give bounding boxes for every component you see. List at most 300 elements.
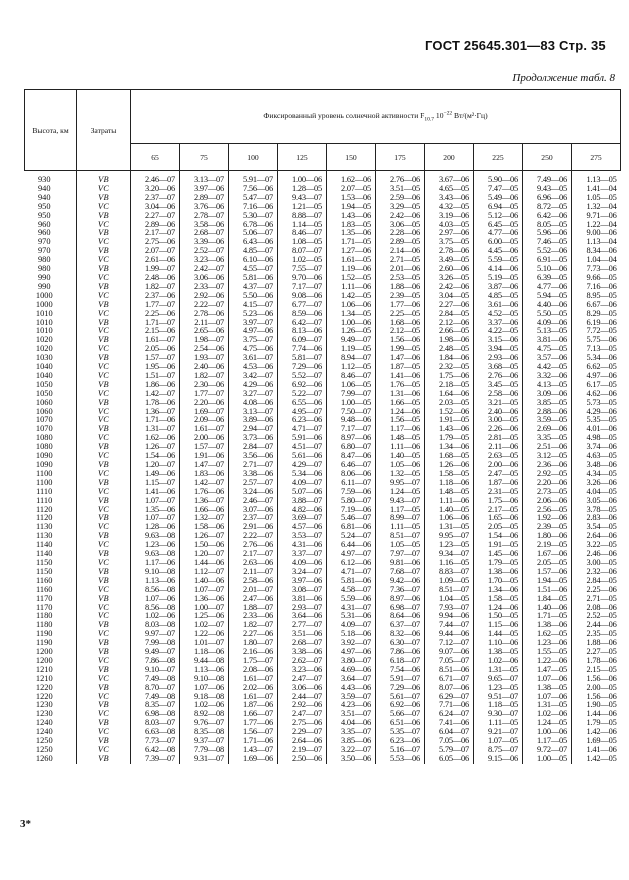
value-cell: 4.85—05	[474, 292, 523, 301]
value-cell: 1.49—06	[131, 470, 180, 479]
value-cell: 1.79—05	[572, 719, 621, 728]
value-cell: 1.17—05	[523, 737, 572, 746]
value-cell: 3.74—06	[572, 443, 621, 452]
value-cell: 1.56—05	[376, 416, 425, 425]
value-cell: 1.34—05	[327, 310, 376, 319]
value-cell: 3.49—05	[425, 256, 474, 265]
value-cell: 1.58—05	[425, 470, 474, 479]
value-cell: 3.61—07	[229, 354, 278, 363]
value-cell: 2.40—06	[180, 363, 229, 372]
value-cell: 4.97—07	[327, 550, 376, 559]
value-cell: 9.43—05	[523, 185, 572, 194]
value-cell: 7.05—06	[425, 737, 474, 746]
value-cell: 2.17—07	[229, 550, 278, 559]
value-cell: 2.76—06	[229, 541, 278, 550]
value-cell: 2.47—06	[229, 595, 278, 604]
value-cell: 3.67—06	[425, 171, 474, 185]
expense-cell: VC	[77, 693, 131, 702]
table-row	[25, 532, 621, 541]
table-row	[25, 746, 621, 755]
value-cell: 7.73—06	[572, 265, 621, 274]
value-cell: 4.34—05	[572, 470, 621, 479]
value-cell: 3.59—07	[327, 693, 376, 702]
table-row	[25, 443, 621, 452]
value-cell: 8.13—06	[278, 327, 327, 336]
value-cell: 9.49—07	[131, 648, 180, 657]
value-cell: 1.41—06	[572, 746, 621, 755]
expense-cell: VB	[77, 247, 131, 256]
level-header-cell: 100	[229, 144, 278, 171]
level-header-cell: 250	[523, 144, 572, 171]
value-cell: 1.23—05	[474, 684, 523, 693]
value-cell: 1.32—04	[572, 203, 621, 212]
column-header-altitude: Высота, км	[25, 90, 77, 171]
altitude-cell: 1120	[36, 514, 53, 523]
value-cell: 5.23—06	[229, 310, 278, 319]
value-cell: 1.57—07	[131, 354, 180, 363]
value-cell: 4.22—05	[474, 327, 523, 336]
value-cell: 1.42—07	[131, 390, 180, 399]
value-cell: 3.06—06	[180, 274, 229, 283]
value-cell: 2.22—07	[180, 301, 229, 310]
value-cell: 7.86—08	[131, 657, 180, 666]
expense-cell: VB	[77, 381, 131, 390]
value-cell: 7.13—05	[572, 345, 621, 354]
value-cell: 7.55—07	[278, 265, 327, 274]
value-cell: 4.09—07	[327, 621, 376, 630]
value-cell: 1.11—06	[425, 497, 474, 506]
value-cell: 1.56—06	[572, 675, 621, 684]
value-cell: 2.48—05	[425, 345, 474, 354]
value-cell: 2.32—06	[572, 568, 621, 577]
value-cell: 1.23—06	[523, 639, 572, 648]
expense-cell: VB	[77, 621, 131, 630]
value-cell: 9.31—07	[180, 755, 229, 764]
value-cell: 9.43—07	[376, 497, 425, 506]
value-cell: 9.72—07	[523, 746, 572, 755]
value-cell: 6.62—05	[572, 363, 621, 372]
table-row	[25, 719, 621, 728]
value-cell: 9.08—06	[278, 292, 327, 301]
value-cell: 1.12—05	[327, 363, 376, 372]
expense-cell: VB	[77, 684, 131, 693]
value-cell: 4.43—06	[327, 684, 376, 693]
value-cell: 1.61—07	[229, 693, 278, 702]
value-cell: 3.09—06	[523, 390, 572, 399]
expense-cell: VC	[77, 310, 131, 319]
value-cell: 3.07—06	[229, 506, 278, 515]
value-cell: 6.17—05	[572, 381, 621, 390]
expense-cell: VC	[77, 274, 131, 283]
expense-cell: VB	[77, 399, 131, 408]
value-cell: 1.71—05	[327, 238, 376, 247]
expense-cell: VB	[77, 719, 131, 728]
value-cell: 8.07—07	[278, 247, 327, 256]
value-cell: 1.43—07	[229, 746, 278, 755]
expense-cell: VB	[77, 577, 131, 586]
altitude-cell: 970	[37, 247, 51, 256]
expense-cell: VB	[77, 737, 131, 746]
value-cell: 4.14—06	[474, 265, 523, 274]
expense-cell: VB	[77, 194, 131, 203]
value-cell: 7.41—06	[425, 719, 474, 728]
expense-cell: VB	[77, 595, 131, 604]
altitude-cell: 960	[37, 229, 51, 238]
expense-cell: VB	[77, 301, 131, 310]
value-cell: 2.00—06	[474, 461, 523, 470]
value-cell: 2.57—07	[229, 479, 278, 488]
value-cell: 7.12—07	[425, 639, 474, 648]
value-cell: 1.14—05	[278, 221, 327, 230]
value-cell: 1.02—05	[278, 256, 327, 265]
value-cell: 1.25—06	[180, 612, 229, 621]
value-cell: 5.47—07	[229, 194, 278, 203]
value-cell: 6.94—05	[474, 203, 523, 212]
value-cell: 1.24—06	[376, 408, 425, 417]
value-cell: 4.31—06	[278, 541, 327, 550]
table-row	[25, 497, 621, 506]
value-cell: 9.44—08	[180, 657, 229, 666]
altitude-cell: 1220	[35, 692, 53, 701]
value-cell: 8.70—07	[131, 684, 180, 693]
table-row	[25, 550, 621, 559]
value-cell: 7.47—05	[474, 185, 523, 194]
value-cell: 1.04—04	[572, 256, 621, 265]
value-cell: 1.34—06	[474, 586, 523, 595]
value-cell: 1.18—06	[180, 648, 229, 657]
expense-cell: VC	[77, 363, 131, 372]
value-cell: 2.68—07	[278, 639, 327, 648]
value-cell: 4.13—05	[523, 381, 572, 390]
value-cell: 1.01—07	[180, 639, 229, 648]
value-cell: 1.26—07	[180, 532, 229, 541]
value-cell: 4.75—05	[523, 345, 572, 354]
value-cell: 1.18—05	[474, 701, 523, 710]
expense-cell: VC	[77, 416, 131, 425]
table-row	[25, 408, 621, 417]
value-cell: 4.42—05	[523, 363, 572, 372]
value-cell: 2.84—05	[425, 310, 474, 319]
value-cell: 1.32—05	[376, 470, 425, 479]
value-cell: 2.91—06	[229, 523, 278, 532]
value-cell: 2.93—06	[474, 354, 523, 363]
value-cell: 6.23—06	[278, 416, 327, 425]
value-cell: 1.61—05	[327, 256, 376, 265]
value-cell: 2.53—05	[376, 274, 425, 283]
value-cell: 1.91—05	[425, 416, 474, 425]
value-cell: 1.88—07	[229, 604, 278, 613]
data-table	[24, 89, 621, 764]
value-cell: 4.03—05	[425, 221, 474, 230]
expense-cell: VC	[77, 630, 131, 639]
value-cell: 4.09—06	[523, 319, 572, 328]
altitude-cell: 1210	[35, 665, 53, 674]
value-cell: 1.02—07	[180, 621, 229, 630]
value-cell: 7.50—07	[327, 408, 376, 417]
value-cell: 3.37—07	[278, 550, 327, 559]
table-row	[25, 336, 621, 345]
value-cell: 3.13—07	[180, 171, 229, 185]
value-cell: 1.11—05	[474, 719, 523, 728]
value-cell: 1.32—07	[180, 514, 229, 523]
value-cell: 3.24—06	[229, 488, 278, 497]
expense-cell: VC	[77, 434, 131, 443]
value-cell: 1.51—06	[523, 586, 572, 595]
altitude-cell: 1020	[35, 345, 53, 354]
value-cell: 1.04—05	[425, 595, 474, 604]
table-row	[25, 212, 621, 221]
value-cell: 1.56—07	[229, 728, 278, 737]
value-cell: 7.72—05	[572, 327, 621, 336]
value-cell: 5.30—07	[229, 212, 278, 221]
altitude-cell: 1140	[36, 550, 53, 559]
value-cell: 4.97—06	[327, 648, 376, 657]
level-header-cell: 275	[572, 144, 621, 171]
value-cell: 7.44—07	[425, 621, 474, 630]
value-cell: 4.29—06	[572, 408, 621, 417]
table-row	[25, 693, 621, 702]
value-cell: 1.77—07	[131, 301, 180, 310]
value-cell: 7.74—06	[278, 345, 327, 354]
value-cell: 2.37—06	[131, 292, 180, 301]
value-cell: 1.53—06	[327, 194, 376, 203]
value-cell: 6.37—07	[376, 621, 425, 630]
value-cell: 5.75—06	[572, 336, 621, 345]
value-cell: 5.50—05	[523, 310, 572, 319]
value-cell: 5.46—07	[327, 514, 376, 523]
table-row	[25, 657, 621, 666]
value-cell: 1.19—05	[327, 345, 376, 354]
value-cell: 2.40—06	[474, 408, 523, 417]
value-cell: 3.81—06	[523, 336, 572, 345]
value-cell: 1.52—06	[425, 408, 474, 417]
value-cell: 2.48—06	[131, 274, 180, 283]
value-cell: 8.95—05	[572, 292, 621, 301]
value-cell: 5.96—06	[523, 229, 572, 238]
expense-cell: VB	[77, 639, 131, 648]
value-cell: 6.81—06	[327, 523, 376, 532]
value-cell: 1.26—07	[131, 443, 180, 452]
value-cell: 1.90—05	[572, 701, 621, 710]
value-cell: 9.18—08	[180, 693, 229, 702]
value-cell: 7.56—06	[229, 185, 278, 194]
value-cell: 1.47—05	[523, 666, 572, 675]
value-cell: 5.91—07	[229, 171, 278, 185]
value-cell: 3.12—05	[523, 452, 572, 461]
value-cell: 1.11—06	[376, 443, 425, 452]
value-cell: 2.81—05	[474, 434, 523, 443]
value-cell: 4.52—05	[474, 310, 523, 319]
value-cell: 9.00—06	[572, 229, 621, 238]
value-cell: 1.05—05	[572, 194, 621, 203]
value-cell: 3.43—06	[425, 194, 474, 203]
value-cell: 9.10—08	[131, 568, 180, 577]
value-cell: 3.35—07	[327, 728, 376, 737]
value-cell: 2.37—07	[229, 514, 278, 523]
value-cell: 5.61—07	[376, 693, 425, 702]
value-cell: 4.04—05	[572, 488, 621, 497]
value-cell: 4.08—06	[229, 399, 278, 408]
value-cell: 7.93—07	[425, 604, 474, 613]
expense-cell: VB	[77, 701, 131, 710]
expense-cell: VC	[77, 523, 131, 532]
expense-cell: VB	[77, 532, 131, 541]
table-row	[25, 185, 621, 194]
value-cell: 3.45—05	[474, 381, 523, 390]
value-cell: 3.61—06	[474, 301, 523, 310]
value-cell: 3.57—06	[523, 354, 572, 363]
expense-cell: VC	[77, 506, 131, 515]
value-cell: 1.87—06	[229, 701, 278, 710]
value-cell: 6.43—06	[229, 238, 278, 247]
value-cell: 3.04—05	[425, 292, 474, 301]
altitude-cell: 1230	[35, 701, 53, 710]
expense-cell: VC	[77, 345, 131, 354]
value-cell: 2.03—05	[425, 399, 474, 408]
table-row	[25, 755, 621, 764]
table-row	[25, 425, 621, 434]
value-cell: 1.00—06	[278, 171, 327, 185]
value-cell: 4.32—05	[425, 203, 474, 212]
value-cell: 4.85—07	[229, 247, 278, 256]
expense-cell: VB	[77, 336, 131, 345]
value-cell: 5.06—07	[229, 229, 278, 238]
column-header-solar-activity-level: Фиксированный уровень солнечной активности $F_{10.7}$ $10^{-22}$ Вт/(м²·Гц)	[131, 90, 621, 144]
expense-cell: VC	[77, 675, 131, 684]
value-cell: 1.71—05	[523, 612, 572, 621]
table-row	[25, 488, 621, 497]
value-cell: 3.50—06	[327, 755, 376, 764]
value-cell: 7.99—07	[327, 390, 376, 399]
expense-cell: VB	[77, 319, 131, 328]
value-cell: 2.92—06	[180, 292, 229, 301]
value-cell: 6.45—05	[474, 221, 523, 230]
value-cell: 1.02—06	[523, 710, 572, 719]
value-cell: 2.39—05	[376, 292, 425, 301]
value-cell: 4.09—07	[278, 479, 327, 488]
value-cell: 2.89—06	[131, 221, 180, 230]
value-cell: 1.06—06	[327, 301, 376, 310]
altitude-cell: 1090	[35, 461, 53, 469]
value-cell: 1.88—06	[376, 283, 425, 292]
altitude-cell: 1080	[35, 434, 53, 443]
value-cell: 6.42—07	[278, 319, 327, 328]
value-cell: 4.01—06	[572, 425, 621, 434]
value-cell: 6.63—08	[131, 728, 180, 737]
value-cell: 8.75—07	[474, 746, 523, 755]
value-cell: 2.32—05	[425, 363, 474, 372]
value-cell: 1.00—06	[327, 319, 376, 328]
value-cell: 1.78—06	[131, 399, 180, 408]
value-cell: 2.93—07	[278, 604, 327, 613]
value-cell: 5.13—05	[523, 327, 572, 336]
value-cell: 1.62—06	[327, 171, 376, 185]
value-cell: 1.07—07	[131, 514, 180, 523]
altitude-cell: 1260	[35, 754, 53, 763]
value-cell: 9.65—07	[474, 675, 523, 684]
value-cell: 2.12—05	[376, 327, 425, 336]
altitude-cell: 1000	[35, 291, 53, 300]
value-cell: 5.22—07	[278, 390, 327, 399]
value-cell: 1.62—05	[523, 630, 572, 639]
value-cell: 1.42—05	[327, 292, 376, 301]
value-cell: 3.97—07	[229, 319, 278, 328]
table-row	[25, 621, 621, 630]
value-cell: 1.17—06	[376, 425, 425, 434]
value-cell: 1.71—06	[131, 416, 180, 425]
value-cell: 2.27—07	[131, 212, 180, 221]
table-row	[25, 737, 621, 746]
value-cell: 2.25—06	[572, 586, 621, 595]
value-cell: 9.63—08	[131, 532, 180, 541]
value-cell: 8.03—07	[131, 719, 180, 728]
value-cell: 3.54—05	[572, 523, 621, 532]
value-cell: 8.32—06	[376, 630, 425, 639]
value-cell: 1.47—06	[376, 354, 425, 363]
value-cell: 1.38—06	[523, 621, 572, 630]
value-cell: 1.80—07	[229, 639, 278, 648]
column-header-expense: Затраты	[77, 90, 131, 171]
value-cell: 1.77—06	[376, 301, 425, 310]
expense-cell: VC	[77, 372, 131, 381]
value-cell: 1.88—06	[572, 639, 621, 648]
value-cell: 1.98—06	[425, 336, 474, 345]
table-row	[25, 568, 621, 577]
value-cell: 4.23—06	[327, 701, 376, 710]
value-cell: 8.29—05	[572, 310, 621, 319]
value-cell: 3.75—07	[229, 336, 278, 345]
value-cell: 3.51—06	[278, 630, 327, 639]
value-cell: 1.51—07	[131, 372, 180, 381]
value-cell: 9.76—07	[180, 719, 229, 728]
value-cell: 1.82—07	[229, 621, 278, 630]
value-cell: 5.16—07	[376, 746, 425, 755]
value-cell: 2.64—06	[278, 737, 327, 746]
value-cell: 9.63—08	[131, 550, 180, 559]
value-cell: 2.84—07	[229, 443, 278, 452]
value-cell: 3.26—06	[572, 479, 621, 488]
table-row	[25, 256, 621, 265]
value-cell: 3.22—07	[327, 746, 376, 755]
level-header-cell: 225	[474, 144, 523, 171]
value-cell: 1.00—05	[327, 399, 376, 408]
value-cell: 3.80—07	[327, 657, 376, 666]
value-cell: 1.38—05	[523, 684, 572, 693]
expense-cell: VC	[77, 238, 131, 247]
value-cell: 1.58—06	[180, 523, 229, 532]
value-cell: 5.18—06	[327, 630, 376, 639]
value-cell: 1.99—07	[131, 265, 180, 274]
value-cell: 2.08—06	[229, 666, 278, 675]
value-cell: 2.46—07	[229, 497, 278, 506]
altitude-cell: 960	[37, 220, 51, 229]
value-cell: 6.92—06	[278, 381, 327, 390]
table-row	[25, 203, 621, 212]
value-cell: 1.75—06	[474, 497, 523, 506]
value-cell: 6.71—07	[425, 675, 474, 684]
value-cell: 2.94—07	[229, 425, 278, 434]
value-cell: 8.06—06	[327, 470, 376, 479]
value-cell: 2.44—07	[278, 693, 327, 702]
value-cell: 1.13—05	[572, 171, 621, 185]
altitude-cell: 990	[37, 273, 51, 282]
value-cell: 1.52—05	[327, 274, 376, 283]
value-cell: 1.71—06	[229, 737, 278, 746]
value-cell: 4.63—05	[572, 452, 621, 461]
table-row	[25, 327, 621, 336]
value-cell: 1.80—06	[523, 532, 572, 541]
value-cell: 5.31—06	[327, 612, 376, 621]
